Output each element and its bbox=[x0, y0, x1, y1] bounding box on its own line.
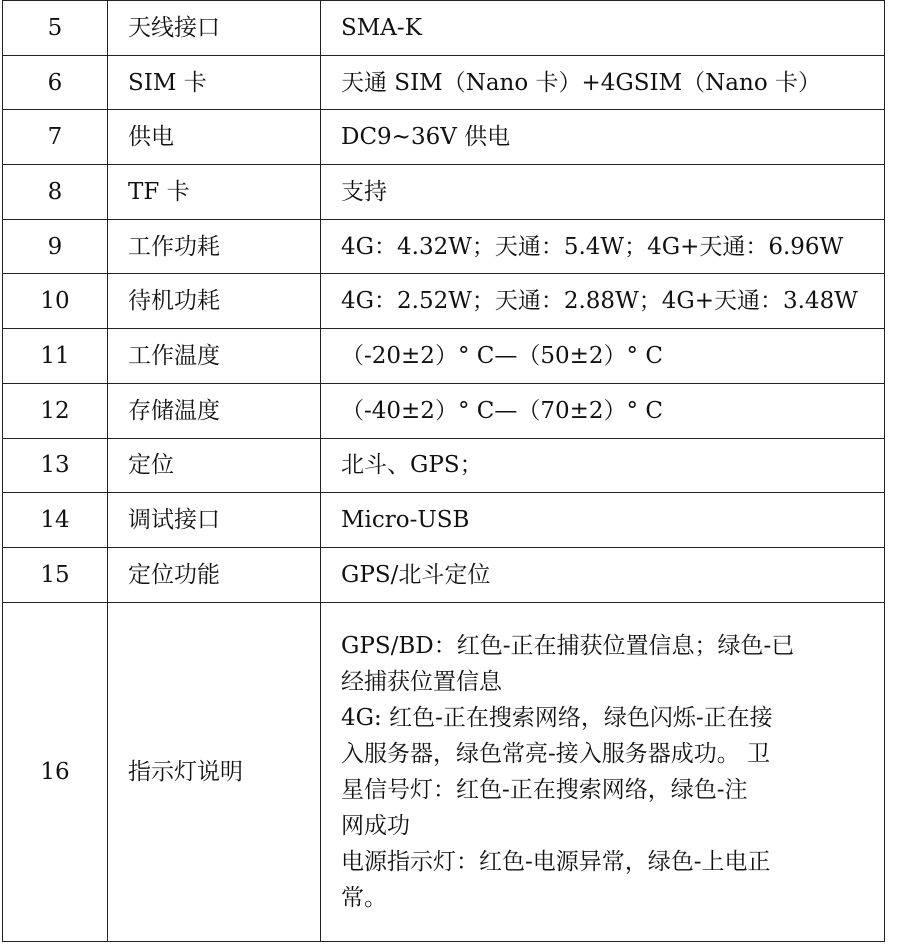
table-row bbox=[3, 274, 885, 329]
description-line: 经捕获位置信息 bbox=[341, 668, 502, 695]
row-value: 支持 bbox=[321, 165, 885, 220]
row-name: 指示灯说明 bbox=[108, 602, 321, 941]
table-row bbox=[3, 1, 885, 56]
row-value: （-40±2）° C—（70±2）° C bbox=[321, 383, 885, 438]
row-number: 16 bbox=[3, 602, 108, 941]
description-line: 电源指示灯：红色-电源异常，绿色-上电正 bbox=[341, 848, 771, 875]
table-row bbox=[3, 55, 885, 110]
row-name: TF 卡 bbox=[108, 165, 321, 220]
row-name: 调试接口 bbox=[108, 493, 321, 548]
row-value: 4G：2.52W；天通：2.88W；4G+天通：3.48W bbox=[321, 274, 885, 329]
table-row bbox=[3, 547, 885, 602]
table-row bbox=[3, 383, 885, 438]
row-value: （-20±2）° C—（50±2）° C bbox=[321, 329, 885, 384]
row-number: 6 bbox=[3, 55, 108, 110]
row-value: DC9~36V 供电 bbox=[321, 110, 885, 165]
row-value: 天通 SIM（Nano 卡）+4GSIM（Nano 卡） bbox=[321, 55, 885, 110]
table-row bbox=[3, 165, 885, 220]
table-row-indicator bbox=[3, 602, 885, 941]
description-line: 入服务器，绿色常亮-接入服务器成功。 卫 bbox=[341, 740, 771, 767]
description-line: 星信号灯：红色-正在搜索网络，绿色-注 bbox=[341, 776, 748, 803]
table-row bbox=[3, 493, 885, 548]
row-name: 定位 bbox=[108, 438, 321, 493]
row-value: GPS/北斗定位 bbox=[321, 547, 885, 602]
table-row bbox=[3, 329, 885, 384]
row-name: 供电 bbox=[108, 110, 321, 165]
description-line: 常。 bbox=[341, 884, 387, 911]
description-line: GPS/BD：红色-正在捕获位置信息；绿色-已 bbox=[341, 632, 795, 659]
table-row bbox=[3, 110, 885, 165]
row-name: 存储温度 bbox=[108, 383, 321, 438]
row-name: 天线接口 bbox=[108, 1, 321, 56]
table-row bbox=[3, 438, 885, 493]
row-name: SIM 卡 bbox=[108, 55, 321, 110]
row-name: 定位功能 bbox=[108, 547, 321, 602]
row-number: 8 bbox=[3, 165, 108, 220]
row-value: 北斗、GPS； bbox=[321, 438, 885, 493]
row-value: Micro-USB bbox=[321, 493, 885, 548]
indicator-description bbox=[321, 602, 885, 941]
description-line: 网成功 bbox=[341, 812, 410, 839]
row-value: SMA-K bbox=[321, 1, 885, 56]
row-number: 13 bbox=[3, 438, 108, 493]
row-name: 工作功耗 bbox=[108, 219, 321, 274]
row-number: 9 bbox=[3, 219, 108, 274]
spec-table bbox=[2, 0, 885, 942]
row-name: 工作温度 bbox=[108, 329, 321, 384]
description-line: 4G: 红色-正在搜索网络，绿色闪烁-正在接 bbox=[341, 704, 773, 731]
row-number: 15 bbox=[3, 547, 108, 602]
row-value: 4G：4.32W；天通：5.4W；4G+天通：6.96W bbox=[321, 219, 885, 274]
row-number: 11 bbox=[3, 329, 108, 384]
row-number: 14 bbox=[3, 493, 108, 548]
row-number: 7 bbox=[3, 110, 108, 165]
row-name: 待机功耗 bbox=[108, 274, 321, 329]
row-number: 5 bbox=[3, 1, 108, 56]
row-number: 12 bbox=[3, 383, 108, 438]
row-number: 10 bbox=[3, 274, 108, 329]
table-row bbox=[3, 219, 885, 274]
